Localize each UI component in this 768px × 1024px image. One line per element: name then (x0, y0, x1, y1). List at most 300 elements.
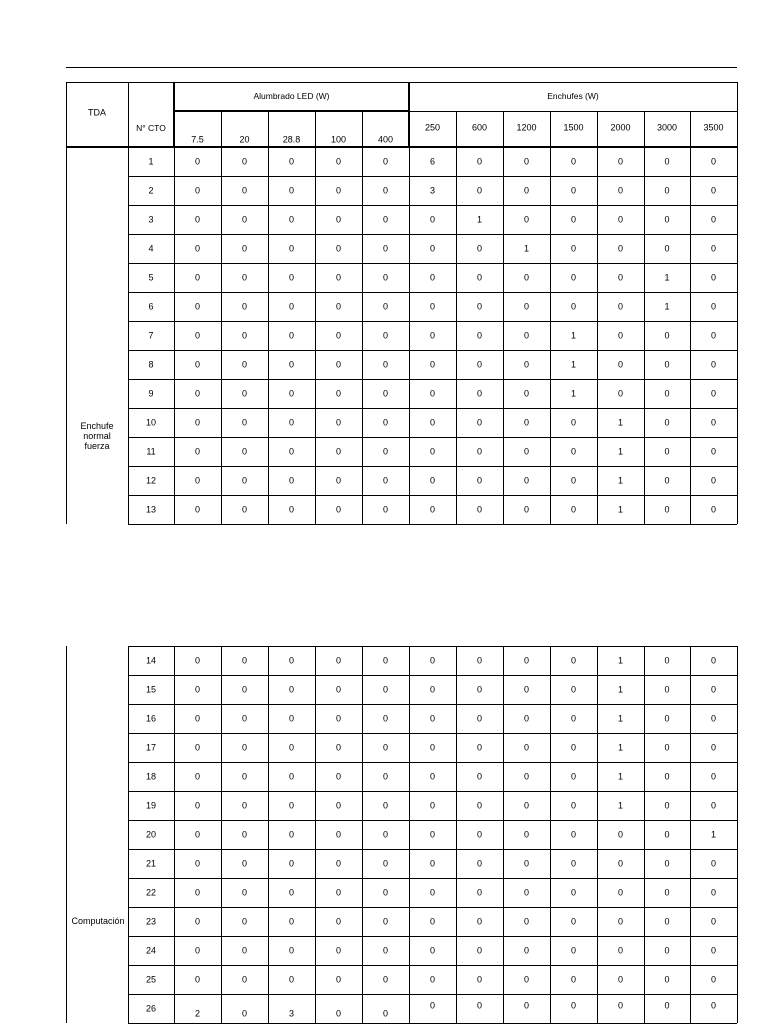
table-cell: 0 (194, 272, 201, 282)
table-cell: 0 (710, 475, 717, 485)
table-cell: 0 (288, 301, 295, 311)
cto-number: 21 (145, 858, 157, 868)
cto-number: 14 (145, 655, 157, 665)
cto-number: 3 (148, 214, 154, 224)
table-cell: 0 (241, 417, 248, 427)
col-line (409, 147, 410, 524)
table-cell: 0 (335, 887, 342, 897)
table-cell: 0 (710, 243, 717, 253)
row-line (128, 907, 737, 908)
table-cell: 0 (429, 301, 436, 311)
table-cell: 0 (194, 301, 201, 311)
table-cell: 0 (382, 684, 389, 694)
table-cell: 0 (523, 475, 530, 485)
table-cell: 0 (570, 301, 577, 311)
led-col-header: 20 (239, 134, 250, 145)
ench-sub-col-line (690, 111, 691, 147)
row-line (128, 437, 737, 438)
table-cell: 0 (429, 858, 436, 868)
table-cell: 0 (429, 800, 436, 810)
table-cell: 1 (664, 272, 670, 282)
table-cell: 0 (617, 388, 624, 398)
table-cell: 0 (241, 301, 248, 311)
table-cell: 1 (617, 504, 624, 514)
table-cell: 0 (617, 974, 624, 984)
col-line (268, 147, 269, 524)
table-cell: 1 (617, 446, 624, 456)
row-line (128, 495, 737, 496)
col-line (409, 646, 410, 1023)
table-cell: 0 (617, 945, 624, 955)
table-cell: 0 (570, 800, 577, 810)
row-line (128, 762, 737, 763)
table-cell: 0 (241, 829, 248, 839)
table-cell: 0 (241, 504, 248, 514)
table-cell: 0 (288, 359, 295, 369)
table-cell: 1 (664, 301, 670, 311)
table-cell: 0 (710, 359, 717, 369)
cto-number: 23 (145, 916, 157, 926)
table-cell: 0 (664, 713, 670, 723)
table-cell: 0 (523, 916, 530, 926)
table-cell: 0 (194, 858, 201, 868)
table-cell: 0 (194, 684, 201, 694)
table-cell: 6 (429, 156, 436, 166)
table-cell: 0 (288, 417, 295, 427)
table-cell: 0 (194, 359, 201, 369)
table-cell: 0 (288, 446, 295, 456)
row-line (128, 408, 737, 409)
led-sub-col-line (221, 111, 222, 147)
row-line (128, 350, 737, 351)
row-line (128, 176, 737, 177)
cto-number: 19 (145, 800, 157, 810)
table-cell: 0 (570, 742, 577, 752)
col-line (503, 147, 504, 524)
table-cell: 0 (194, 655, 201, 665)
table-cell: 0 (664, 655, 670, 665)
table-cell: 0 (570, 858, 577, 868)
table-cell: 0 (429, 945, 436, 955)
table-cell: 0 (710, 185, 717, 195)
table-cell: 0 (476, 829, 483, 839)
table-cell: 0 (664, 504, 670, 514)
table-cell: 0 (710, 214, 717, 224)
header-top-line (66, 82, 737, 83)
cto-number: 5 (148, 272, 154, 282)
table-cell: 1 (570, 388, 577, 398)
table-cell: 0 (523, 330, 530, 340)
col-line (690, 646, 691, 1023)
table-cell: 0 (288, 388, 295, 398)
col-line (597, 646, 598, 1023)
table-cell: 0 (429, 771, 436, 781)
table-cell: 1 (617, 713, 624, 723)
row-line (128, 466, 737, 467)
enchufes-col-header: 3500 (703, 122, 724, 133)
table-cell: 0 (382, 214, 389, 224)
table-cell: 0 (335, 655, 342, 665)
table-cell: 0 (335, 272, 342, 282)
table-cell: 0 (429, 330, 436, 340)
table-cell: 0 (194, 945, 201, 955)
table-cell: 0 (382, 858, 389, 868)
table-cell: 0 (194, 417, 201, 427)
cto-number: 24 (145, 945, 157, 955)
table-cell: 0 (476, 301, 483, 311)
table-cell: 0 (241, 800, 248, 810)
table-cell: 0 (241, 655, 248, 665)
cto-number: 8 (148, 359, 154, 369)
table-cell: 0 (664, 214, 670, 224)
table-cell: 0 (241, 974, 248, 984)
cto-number: 18 (145, 771, 157, 781)
col-line (690, 147, 691, 524)
led-col-header: 400 (377, 134, 394, 145)
table-cell: 0 (382, 945, 389, 955)
table-cell: 0 (617, 330, 624, 340)
table-cell: 0 (335, 417, 342, 427)
table-cell: 0 (194, 800, 201, 810)
table-cell: 0 (476, 359, 483, 369)
table-cell: 0 (288, 829, 295, 839)
table-cell: 0 (476, 185, 483, 195)
col-line (268, 646, 269, 1023)
left-border (66, 646, 67, 1023)
table-cell: 0 (476, 916, 483, 926)
table-cell: 0 (476, 446, 483, 456)
table-cell: 0 (429, 1000, 436, 1010)
table-cell: 0 (241, 742, 248, 752)
cto-number: 20 (145, 829, 157, 839)
table-cell: 2 (194, 1008, 201, 1018)
tda-header: TDA (88, 107, 106, 118)
col-line (550, 147, 551, 524)
col-line (221, 147, 222, 524)
row-line (128, 379, 737, 380)
table-cell: 0 (288, 742, 295, 752)
table-cell: 0 (335, 504, 342, 514)
table-cell: 0 (476, 974, 483, 984)
led-group-header: Alumbrado LED (W) (253, 90, 330, 101)
table-cell: 0 (382, 504, 389, 514)
table-cell: 0 (664, 684, 670, 694)
table-cell: 0 (429, 974, 436, 984)
table-cell: 0 (288, 156, 295, 166)
table-cell: 0 (476, 713, 483, 723)
cto-number: 17 (145, 742, 157, 752)
table-cell: 0 (476, 771, 483, 781)
enchufes-col-header: 250 (424, 122, 441, 133)
table-cell: 0 (523, 742, 530, 752)
table-cell: 0 (288, 330, 295, 340)
table-cell: 0 (710, 446, 717, 456)
table-cell: 0 (664, 829, 670, 839)
table-cell: 0 (570, 272, 577, 282)
col-line (456, 147, 457, 524)
table-cell: 0 (710, 945, 717, 955)
led-group-underline (174, 110, 409, 112)
cto-header: N° CTO (136, 122, 166, 133)
col-line (128, 147, 129, 524)
enchufes-col-header: 600 (471, 122, 488, 133)
table-cell: 0 (476, 887, 483, 897)
col-line (644, 646, 645, 1023)
table-cell: 0 (241, 916, 248, 926)
row-line (128, 675, 737, 676)
table-cell: 0 (664, 1000, 670, 1010)
table-cell: 0 (523, 800, 530, 810)
table-cell: 0 (523, 272, 530, 282)
col-line (737, 147, 738, 524)
table-cell: 0 (335, 185, 342, 195)
table-cell: 0 (288, 800, 295, 810)
table-cell: 0 (617, 359, 624, 369)
table-cell: 1 (617, 742, 624, 752)
enchufes-group-underline (409, 111, 737, 112)
table-cell: 0 (570, 916, 577, 926)
table-cell: 0 (570, 185, 577, 195)
table-cell: 0 (476, 272, 483, 282)
table-cell: 0 (570, 829, 577, 839)
cto-number: 9 (148, 388, 154, 398)
table-cell: 0 (476, 475, 483, 485)
table-cell: 0 (429, 272, 436, 282)
table-cell: 0 (476, 858, 483, 868)
enchufes-col-header: 2000 (610, 122, 631, 133)
table-cell: 0 (382, 829, 389, 839)
row-line (128, 820, 737, 821)
table-cell: 1 (617, 684, 624, 694)
col-line (174, 646, 175, 1023)
table-cell: 0 (617, 272, 624, 282)
table-cell: 0 (429, 359, 436, 369)
table-cell: 0 (382, 974, 389, 984)
table-cell: 0 (288, 504, 295, 514)
enchufes-col-header: 1200 (516, 122, 537, 133)
table-cell: 0 (429, 713, 436, 723)
table-cell: 1 (570, 359, 577, 369)
table-cell: 0 (617, 301, 624, 311)
table-cell: 0 (617, 916, 624, 926)
col-line (503, 646, 504, 1023)
table-cell: 0 (288, 974, 295, 984)
table-cell: 0 (570, 713, 577, 723)
table-cell: 0 (429, 388, 436, 398)
table-cell: 0 (429, 916, 436, 926)
table-cell: 0 (335, 156, 342, 166)
table-cell: 0 (570, 887, 577, 897)
table-cell: 0 (194, 829, 201, 839)
table-cell: 1 (570, 330, 577, 340)
table-cell: 0 (664, 916, 670, 926)
led-col-header: 28.8 (282, 134, 301, 145)
table-cell: 0 (288, 887, 295, 897)
table-cell: 0 (710, 887, 717, 897)
table-cell: 0 (476, 800, 483, 810)
row-line (128, 263, 737, 264)
table-cell: 0 (664, 945, 670, 955)
table-cell: 0 (288, 185, 295, 195)
table-cell: 0 (523, 504, 530, 514)
table-cell: 0 (194, 185, 201, 195)
table-cell: 0 (710, 916, 717, 926)
table-cell: 0 (476, 417, 483, 427)
table-cell: 0 (710, 301, 717, 311)
table-cell: 0 (710, 156, 717, 166)
table-cell: 0 (710, 417, 717, 427)
table-cell: 0 (194, 713, 201, 723)
table-cell: 0 (241, 1008, 248, 1018)
led-col-header: 100 (330, 134, 347, 145)
table-cell: 0 (664, 858, 670, 868)
group-label-computacion: Computación (71, 916, 125, 926)
table-cell: 0 (382, 185, 389, 195)
table-cell: 0 (429, 504, 436, 514)
table-cell: 0 (664, 243, 670, 253)
table-cell: 0 (335, 684, 342, 694)
table-cell: 0 (429, 684, 436, 694)
table-cell: 0 (664, 771, 670, 781)
cto-number: 11 (146, 446, 156, 456)
row-line (128, 147, 737, 148)
table-cell: 0 (288, 858, 295, 868)
table-cell: 0 (523, 417, 530, 427)
table-cell: 0 (335, 742, 342, 752)
table-cell: 0 (241, 858, 248, 868)
table-cell: 0 (710, 742, 717, 752)
table-cell: 0 (335, 829, 342, 839)
row-line (128, 321, 737, 322)
table-cell: 0 (570, 655, 577, 665)
table-cell: 0 (194, 475, 201, 485)
col-line (128, 646, 129, 1023)
table-cell: 0 (710, 1000, 717, 1010)
table-cell: 0 (570, 156, 577, 166)
table-cell: 0 (523, 156, 530, 166)
row-line (128, 292, 737, 293)
table-cell: 0 (241, 713, 248, 723)
table-cell: 0 (194, 446, 201, 456)
table-cell: 0 (523, 185, 530, 195)
table-cell: 0 (664, 359, 670, 369)
table-cell: 0 (617, 243, 624, 253)
table-cell: 0 (335, 359, 342, 369)
table-cell: 0 (429, 446, 436, 456)
table-cell: 0 (617, 185, 624, 195)
table-cell: 0 (523, 945, 530, 955)
table-cell: 0 (523, 446, 530, 456)
table-cell: 1 (523, 243, 530, 253)
table-cell: 0 (194, 974, 201, 984)
ench-sub-col-line (597, 111, 598, 147)
left-border (66, 82, 67, 524)
table-cell: 0 (288, 916, 295, 926)
table-cell: 0 (335, 1008, 342, 1018)
table-cell: 0 (710, 388, 717, 398)
table-cell: 0 (382, 301, 389, 311)
row-line (128, 704, 737, 705)
table-cell: 0 (194, 504, 201, 514)
col-line (315, 646, 316, 1023)
table-cell: 0 (617, 214, 624, 224)
table-cell: 0 (194, 771, 201, 781)
table-cell: 0 (194, 388, 201, 398)
table-cell: 0 (288, 684, 295, 694)
cto-number: 26 (145, 1003, 157, 1013)
table-cell: 0 (241, 156, 248, 166)
cto-number: 2 (148, 185, 154, 195)
table-cell: 0 (710, 974, 717, 984)
table-cell: 0 (382, 800, 389, 810)
table-cell: 0 (382, 243, 389, 253)
table-cell: 0 (429, 742, 436, 752)
ench-sub-col-line (550, 111, 551, 147)
table-cell: 0 (570, 974, 577, 984)
table-cell: 0 (241, 771, 248, 781)
table-cell: 0 (476, 156, 483, 166)
table-cell: 0 (523, 974, 530, 984)
table-cell: 0 (523, 771, 530, 781)
table-cell: 0 (710, 713, 717, 723)
row-line (128, 849, 737, 850)
cto-number: 10 (145, 417, 157, 427)
table-cell: 0 (523, 214, 530, 224)
table-cell: 0 (570, 214, 577, 224)
table-cell: 0 (570, 945, 577, 955)
table-cell: 0 (523, 655, 530, 665)
enchufes-group-header: Enchufes (W) (547, 90, 599, 101)
table-cell: 0 (476, 742, 483, 752)
row-line (128, 994, 737, 995)
table-cell: 0 (335, 475, 342, 485)
ench-sub-col-line (503, 111, 504, 147)
table-cell: 0 (288, 272, 295, 282)
table-cell: 0 (617, 887, 624, 897)
col-line (362, 646, 363, 1023)
table-cell: 0 (382, 330, 389, 340)
table-cell: 1 (617, 655, 624, 665)
table-cell: 0 (241, 359, 248, 369)
table-cell: 0 (476, 388, 483, 398)
table-cell: 0 (617, 1000, 624, 1010)
table-cell: 0 (523, 301, 530, 311)
table-cell: 0 (617, 858, 624, 868)
table-cell: 0 (288, 475, 295, 485)
table-cell: 0 (570, 446, 577, 456)
cto-number: 22 (145, 887, 157, 897)
table-cell: 0 (523, 684, 530, 694)
table-cell: 1 (617, 800, 624, 810)
ench-col-left (408, 82, 410, 147)
table-cell: 0 (476, 1000, 483, 1010)
col-line (597, 147, 598, 524)
cto-number: 13 (145, 504, 157, 514)
table-cell: 0 (664, 974, 670, 984)
table-cell: 0 (241, 684, 248, 694)
table-cell: 0 (617, 829, 624, 839)
table-cell: 0 (382, 446, 389, 456)
table-cell: 0 (335, 858, 342, 868)
table-cell: 0 (664, 388, 670, 398)
row-line (128, 524, 737, 525)
table-cell: 0 (523, 713, 530, 723)
table-cell: 0 (710, 504, 717, 514)
table-cell: 0 (664, 475, 670, 485)
led-sub-col-line (268, 111, 269, 147)
table-cell: 3 (429, 185, 436, 195)
led-col-header: 7.5 (191, 134, 204, 145)
